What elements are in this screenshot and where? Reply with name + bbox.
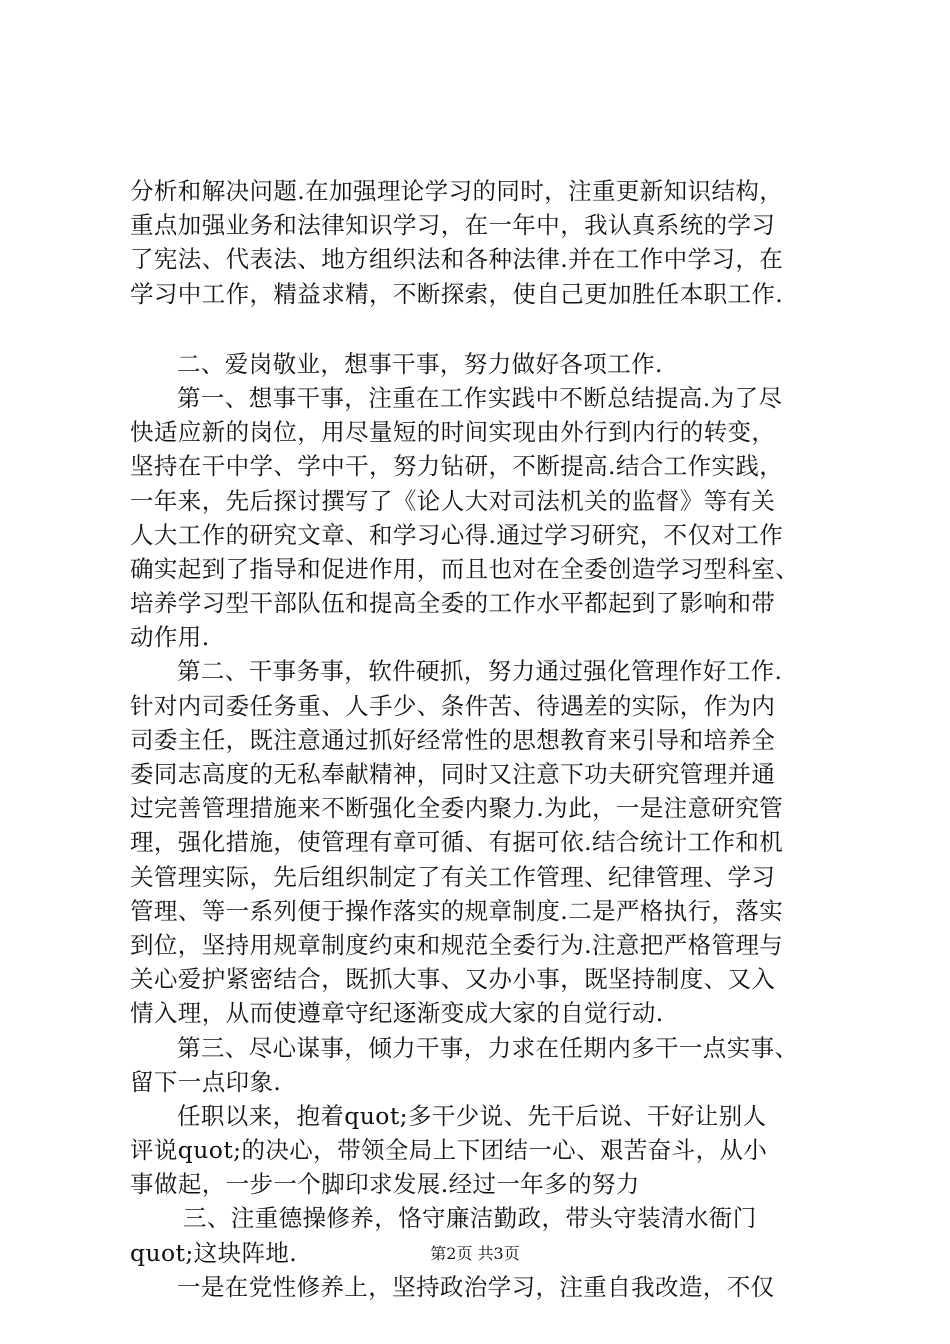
text-line: 重点加强业务和法律知识学习，在一年中，我认真系统的学习 [130,211,776,240]
text-line: 司委主任，既注意通过抓好经常性的思想教育来引导和培养全 [130,725,776,754]
text-line: 第三、尽心谋事，倾力干事，力求在任期内多干一点实事、 [177,1033,799,1062]
text-line: 学习中工作，精益求精，不断探索，使自己更加胜任本职工作. [130,279,784,308]
text-line: 坚持在干中学、学中干，努力钻研，不断提高.结合工作实践， [130,452,784,481]
text-line: 事做起，一步一个脚印求发展.经过一年多的努力 [130,1170,640,1199]
text-line: 针对内司委任务重、人手少、条件苦、待遇差的实际，作为内 [130,691,776,720]
text-line: 动作用. [130,623,210,652]
section-heading-3: 三、注重德操修养，恪守廉洁勤政，带头守装清水衙门 [183,1204,757,1233]
text-line: quot;这块阵地. [130,1238,298,1267]
text-line: 一是在党性修养上，坚持政治学习，注重自我改造，不仅 [177,1272,775,1301]
text-line: 理，强化措施，使管理有章可循、有据可依.结合统计工作和机 [130,828,784,857]
text-line: 留下一点印象. [130,1067,282,1096]
text-line: 任职以来，抱着quot;多干少说、先干后说、干好让别人 [177,1101,767,1130]
text-line: 过完善管理措施来不断强化全委内聚力.为此，一是注意研究管 [130,794,784,823]
text-line: 了宪法、代表法、地方组织法和各种法律.并在工作中学习，在 [130,245,784,274]
text-line: 委同志高度的无私奉献精神，同时又注意下功夫研究管理并通 [130,760,776,788]
section-heading-2: 二、爱岗敬业，想事干事，努力做好各项工作. [177,349,663,378]
text-line: 培养学习型干部队伍和提高全委的工作水平都起到了影响和带 [130,589,776,618]
text-line: 关管理实际，先后组织制定了有关工作管理、纪律管理、学习 [130,862,776,891]
text-line: 分析和解决问题.在加强理论学习的同时，注重更新知识结构， [130,177,784,205]
text-line: 到位，坚持用规章制度约束和规范全委行为.注意把严格管理与 [130,930,784,959]
text-line: 人大工作的研究文章、和学习心得.通过学习研究，不仅对工作 [130,520,784,549]
paragraph-gap [130,311,850,347]
text-line: 第二、干事务事，软件硬抓，努力通过强化管理作好工作. [177,657,783,686]
text-line: 关心爱护紧密结合，既抓大事、又办小事，既坚持制度、又入 [130,965,776,994]
text-line: 快适应新的岗位，用尽量短的时间实现由外行到内行的转变， [130,418,776,447]
text-line: 管理、等一系列便于操作落实的规章制度.二是严格执行，落实 [130,896,784,925]
page-footer [0,1244,950,1264]
document-body [130,174,850,1304]
page-number-label: 第2页 共3页 [430,1244,520,1263]
text-line: 确实起到了指导和促进作用，而且也对在全委创造学习型科室、 [130,554,800,583]
text-line: 第一、想事干事，注重在工作实践中不断总结提高.为了尽 [177,383,783,412]
text-line: 一年来，先后探讨撰写了《论人大对司法机关的监督》等有关 [130,486,776,515]
text-line: 评说quot;的决心，带领全局上下团结一心、艰苦奋斗，从小 [130,1136,768,1165]
text-line: 情入理，从而使遵章守纪逐渐变成大家的自觉行动. [130,999,664,1028]
